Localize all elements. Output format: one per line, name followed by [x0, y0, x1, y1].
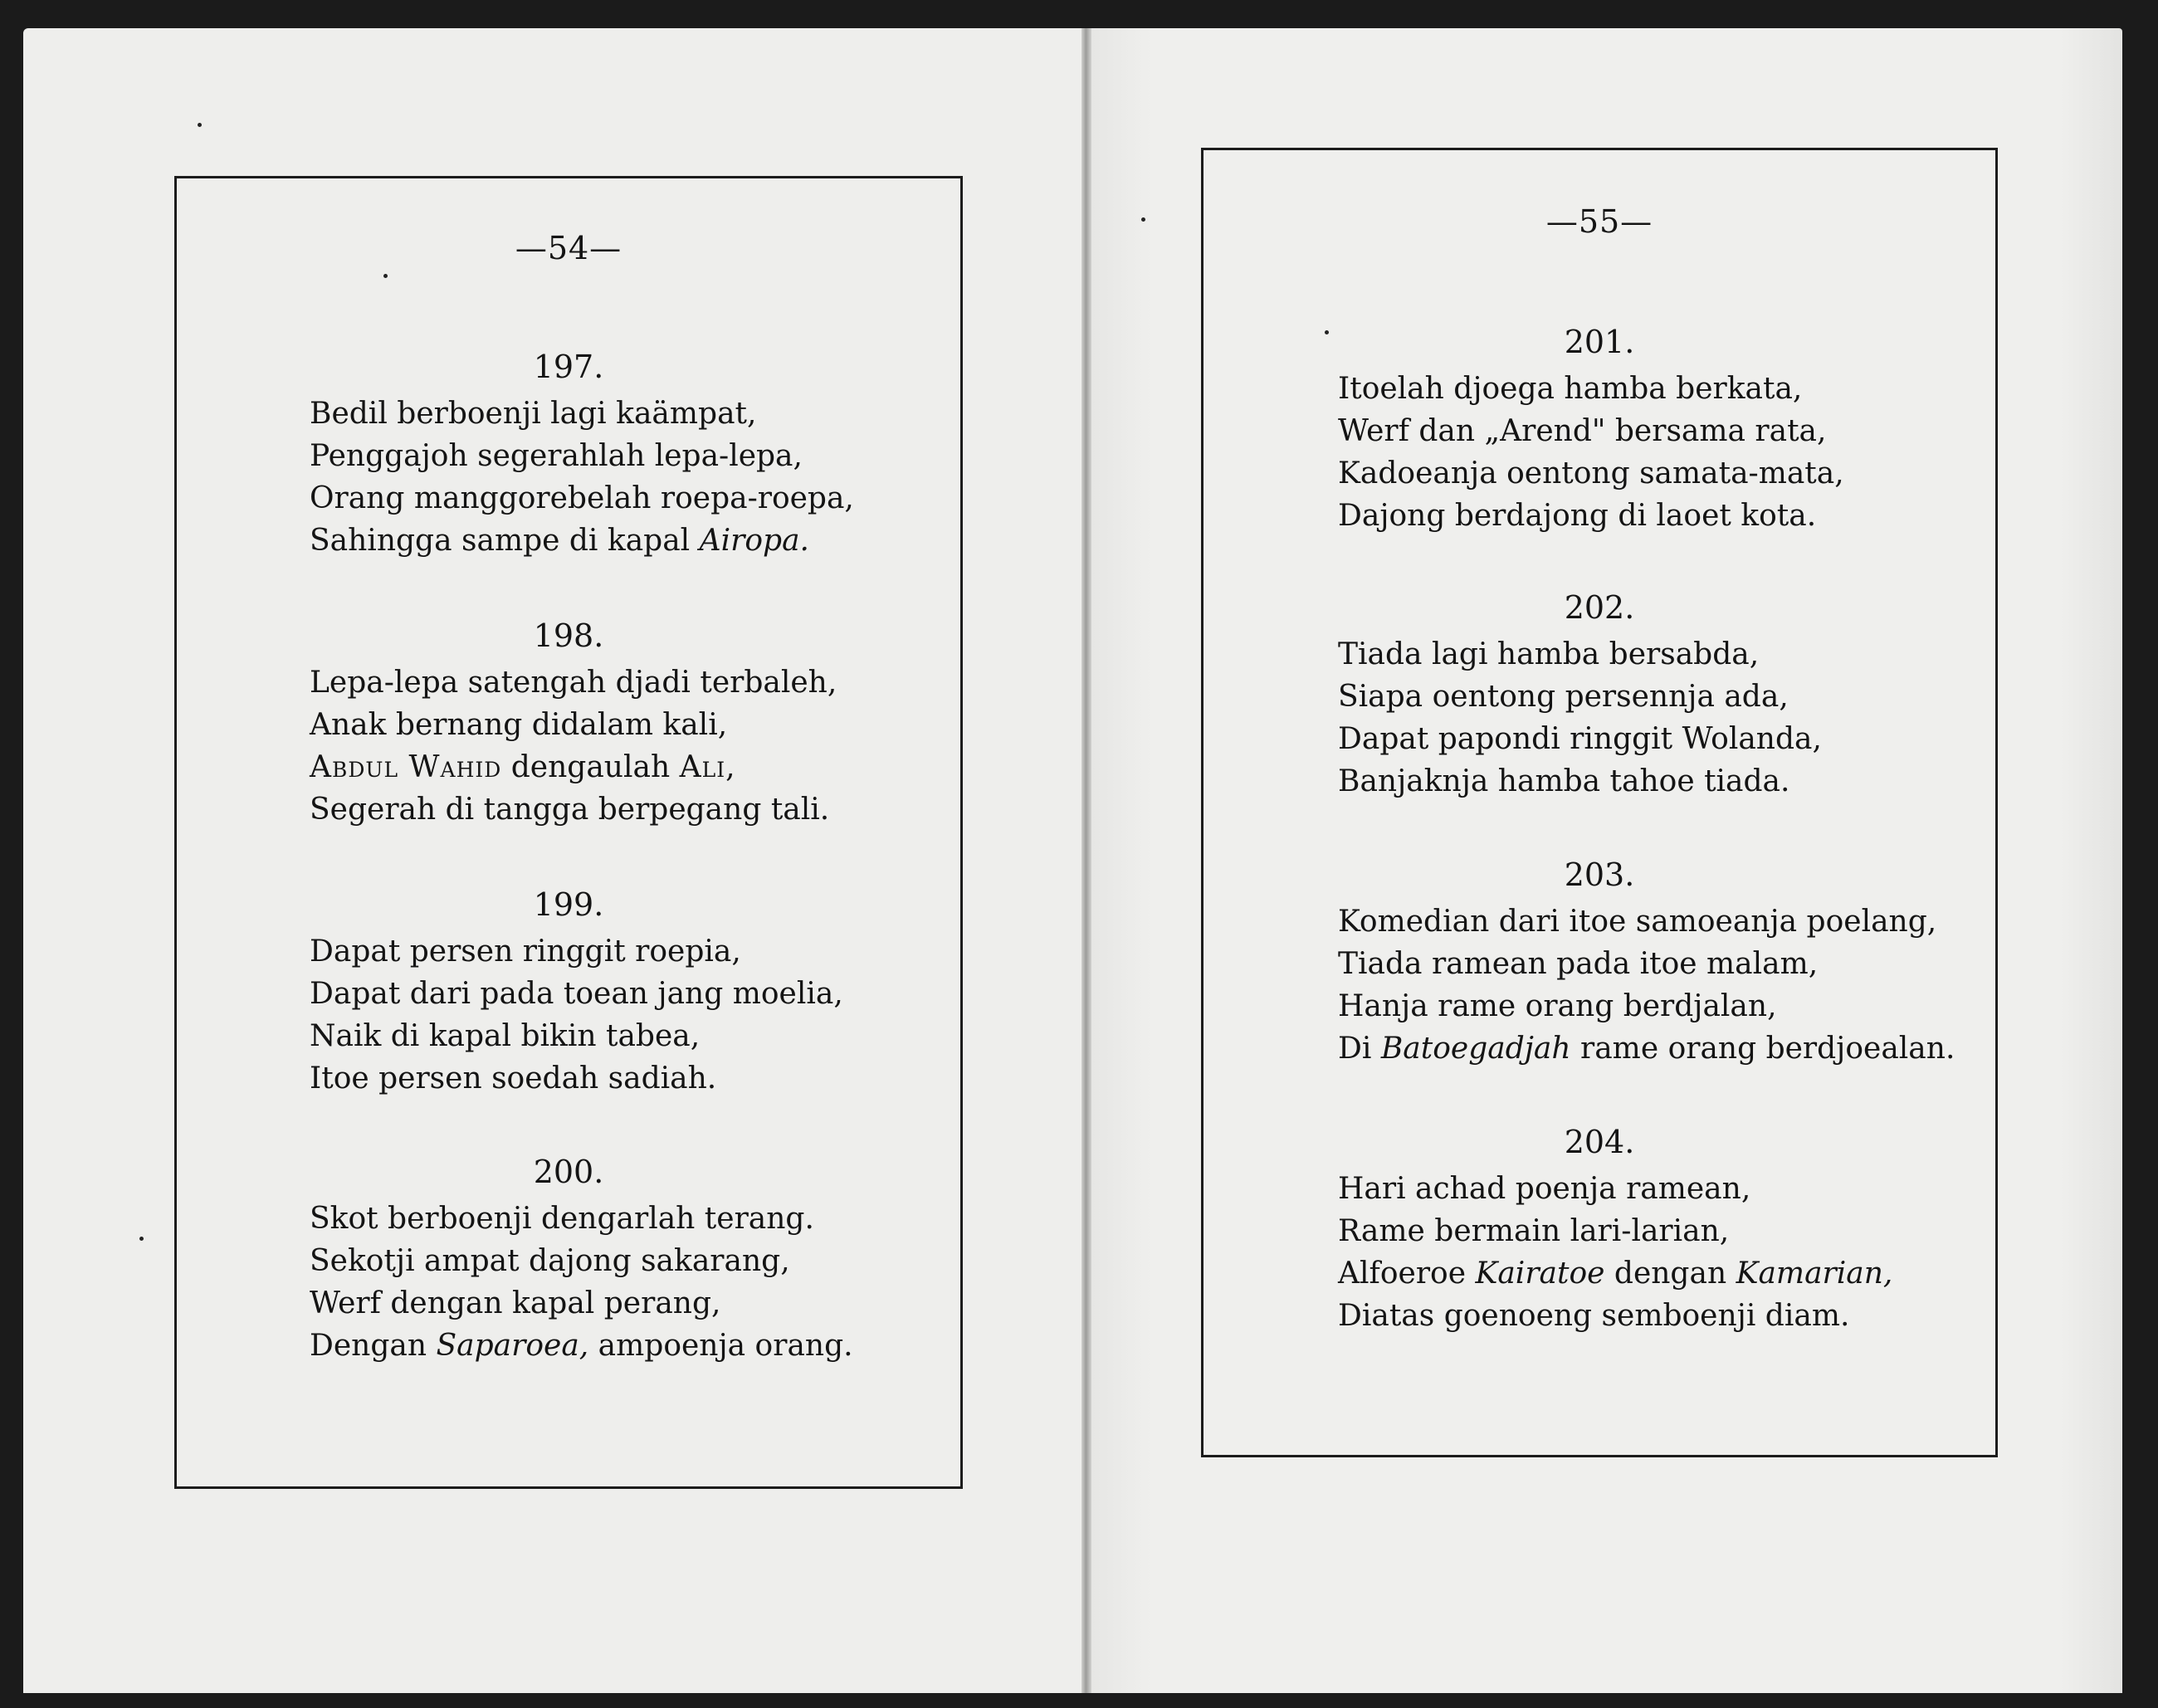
verse-line: [310, 973, 960, 1015]
verse-line: [310, 788, 960, 831]
paper-speck: [1141, 217, 1145, 222]
stanza-number: 200.: [533, 1154, 604, 1190]
page-number: —54—: [515, 230, 622, 266]
stanza: [177, 1153, 960, 1367]
verse-text: Alfoeroe: [1338, 1257, 1476, 1291]
verse-text: Lepa-lepa satengah djadi terbaleh,: [310, 666, 837, 700]
verse-text: Sahingga sampe di kapal: [310, 524, 700, 558]
verse-line: [1338, 718, 1995, 760]
verse-line: [1338, 1210, 1995, 1252]
verse-line: [310, 930, 960, 973]
verse-line: [1338, 1168, 1995, 1210]
stanza: [177, 617, 960, 831]
verse-text: Banjaknja hamba tahoe tiada.: [1338, 764, 1790, 798]
verse-line: [310, 704, 960, 746]
stanza-number: 197.: [533, 349, 604, 385]
stanza: [177, 886, 960, 1100]
verse-line: [1338, 1027, 1995, 1070]
stanza-lines: [177, 1198, 960, 1367]
verse-text: Itoe persen soedah sadiah.: [310, 1061, 717, 1096]
verse-text: Dengan: [310, 1329, 437, 1363]
verse-line: [310, 477, 960, 520]
verse-text: Diatas goenoeng semboenji diam.: [1338, 1299, 1850, 1333]
verse-line: [1338, 676, 1995, 718]
stanza-lines: [1204, 1168, 1995, 1337]
verse-line: [1338, 410, 1995, 452]
stanza: [1204, 588, 1995, 803]
stanza-lines: [1204, 900, 1995, 1070]
verse-text: Airopa.: [699, 524, 809, 558]
paper-speck: [139, 1237, 144, 1241]
verse-text: Dapat papondi ringgit Wolanda,: [1338, 722, 1822, 756]
stanza: [1204, 323, 1995, 537]
book-gutter: [1081, 28, 1091, 1693]
verse-text: ,: [725, 750, 735, 784]
verse-line: [1338, 1295, 1995, 1337]
verse-text: Saparoea,: [436, 1329, 589, 1363]
verse-text: Dapat persen ringgit roepia,: [310, 935, 741, 969]
stanza-number: 199.: [533, 886, 604, 923]
verse-text: Werf dan „Arend" bersama rata,: [1338, 414, 1827, 448]
verse-text: ampoenja orang.: [588, 1329, 853, 1363]
verse-text: Segerah di tangga berpegang tali.: [310, 793, 830, 827]
verse-text: Bedil berboenji lagi kaämpat,: [310, 397, 757, 431]
verse-line: [310, 746, 960, 788]
verse-line: [1338, 1252, 1995, 1295]
verse-text: Tiada lagi hamba bersabda,: [1338, 637, 1760, 671]
verse-text: Kamarian,: [1736, 1257, 1893, 1291]
verse-line: [310, 1282, 960, 1325]
verse-text: dengan: [1604, 1257, 1736, 1291]
right-page-frame: [1201, 148, 1998, 1457]
stanza: [1204, 856, 1995, 1070]
stanza: [1204, 1123, 1995, 1337]
verse-text: Werf dengan kapal perang,: [310, 1286, 721, 1320]
left-page-frame: [174, 176, 963, 1489]
page-number: —55—: [1545, 203, 1653, 240]
verse-text: Komedian dari itoe samoeanja poelang,: [1338, 905, 1937, 939]
verse-line: [310, 1015, 960, 1057]
stanza-lines: [177, 930, 960, 1100]
verse-text: dengaulah: [501, 750, 680, 784]
verse-text: Anak bernang didalam kali,: [310, 708, 728, 742]
stanza-lines: [1204, 368, 1995, 537]
verse-text: Di: [1338, 1032, 1381, 1066]
verse-text: Abdul Wahid: [310, 750, 502, 784]
verse-text: Dajong berdajong di laoet kota.: [1338, 499, 1817, 533]
verse-text: Naik di kapal bikin tabea,: [310, 1019, 701, 1053]
stanza-lines: [177, 393, 960, 562]
verse-line: [310, 520, 960, 562]
verse-line: [1338, 760, 1995, 803]
verse-line: [1338, 900, 1995, 943]
verse-text: Skot berboenji dengarlah terang.: [310, 1202, 814, 1236]
verse-text: Siapa oentong persennja ada,: [1338, 680, 1789, 714]
paper-speck: [198, 123, 202, 127]
verse-text: Ali: [679, 750, 726, 784]
verse-text: Batoegadjah: [1380, 1032, 1571, 1066]
verse-line: [310, 435, 960, 477]
verse-line: [1338, 943, 1995, 985]
verse-line: [310, 1325, 960, 1367]
verse-text: rame orang berdjoealan.: [1570, 1032, 1955, 1066]
stanza-number: 201.: [1564, 324, 1635, 360]
verse-text: Orang manggorebelah roepa-roepa,: [310, 481, 854, 515]
verse-text: Tiada ramean pada itoe malam,: [1338, 947, 1819, 981]
verse-line: [1338, 633, 1995, 676]
verse-line: [310, 393, 960, 435]
verse-text: Kadoeanja oentong samata-mata,: [1338, 456, 1844, 490]
verse-line: [310, 661, 960, 704]
verse-text: Kairatoe: [1475, 1257, 1605, 1291]
stanza-number: 202.: [1564, 589, 1635, 626]
verse-text: Hari achad poenja ramean,: [1338, 1172, 1751, 1206]
verse-text: Rame bermain lari-larian,: [1338, 1214, 1730, 1248]
stanza-lines: [177, 661, 960, 831]
verse-text: Sekotji ampat dajong sakarang,: [310, 1244, 790, 1278]
stanza-number: 203.: [1564, 856, 1635, 893]
verse-text: Hanja rame orang berdjalan,: [1338, 989, 1777, 1023]
verse-text: Itoelah djoega hamba berkata,: [1338, 372, 1803, 406]
verse-line: [1338, 985, 1995, 1027]
stanza: [177, 348, 960, 562]
stanza-number: 204.: [1564, 1124, 1635, 1160]
verse-text: Penggajoh segerahlah lepa-lepa,: [310, 439, 803, 473]
verse-line: [1338, 368, 1995, 410]
verse-line: [1338, 495, 1995, 537]
stanza-lines: [1204, 633, 1995, 803]
verse-line: [310, 1057, 960, 1100]
verse-text: Dapat dari pada toean jang moelia,: [310, 977, 843, 1011]
verse-line: [310, 1240, 960, 1282]
verse-line: [310, 1198, 960, 1240]
stanza-number: 198.: [533, 617, 604, 654]
verse-line: [1338, 452, 1995, 495]
